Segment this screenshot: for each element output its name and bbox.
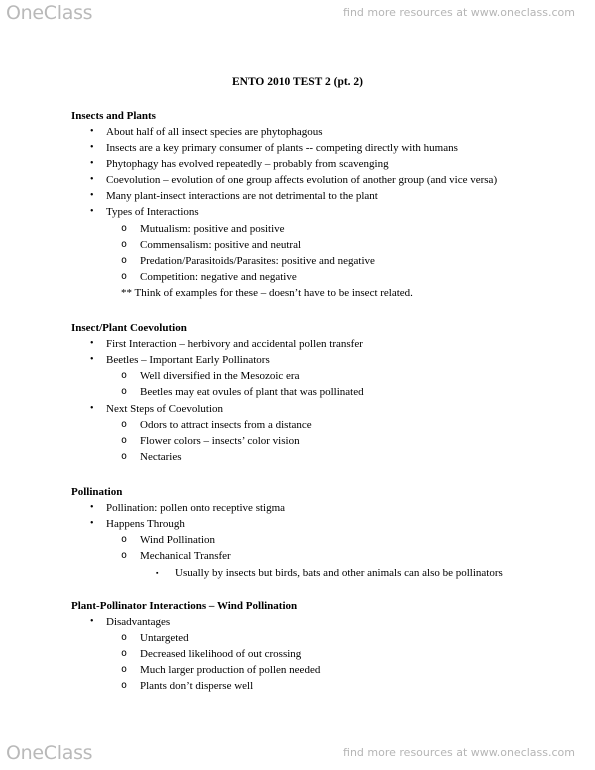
sub-sub-list-item-text: Usually by insects but birds, bats and other animals can also be pollinators: [175, 567, 503, 579]
sub-bullet-marker: o: [121, 255, 128, 266]
list-item-text: First Interaction – herbivory and accidental pollen transfer: [106, 338, 363, 350]
sub-list-item-text: Competition: negative and negative: [140, 271, 297, 283]
bullet-marker: •: [90, 158, 94, 169]
section-heading-insects-and-plants: Insects and Plants: [71, 110, 156, 122]
bullet-marker: •: [90, 126, 94, 137]
bullet-marker: •: [90, 616, 94, 627]
sub-list-item-text: Beetles may eat ovules of plant that was pollinated: [140, 386, 364, 398]
list-item-text: Pollination: pollen onto receptive stigma: [106, 502, 286, 514]
sub-bullet-marker: o: [121, 534, 128, 545]
sub-bullet-marker: o: [121, 632, 128, 643]
header-resources-link[interactable]: find more resources at www.oneclass.com: [343, 6, 575, 19]
sub-bullet-marker: o: [121, 435, 128, 446]
sub-bullet-marker: o: [121, 664, 128, 675]
bullet-marker: •: [90, 403, 94, 414]
list-item-text: Types of Interactions: [106, 206, 199, 218]
oneclass-logo[interactable]: OneClass: [6, 2, 93, 24]
sub-bullet-marker: o: [121, 370, 128, 381]
bullet-marker: •: [90, 206, 94, 217]
square-bullet-marker: ▪: [156, 569, 159, 577]
list-item-text: Disadvantages: [106, 616, 171, 628]
list-item-text: Next Steps of Coevolution: [106, 403, 224, 415]
oneclass-logo[interactable]: OneClass: [6, 742, 93, 764]
list-item-text: Coevolution – evolution of one group affects evolution of another group (and vice versa): [106, 174, 498, 186]
section-heading-pollination: Pollination: [71, 486, 123, 498]
section-heading-coevolution: Insect/Plant Coevolution: [71, 322, 187, 334]
sub-list-item-text: Wind Pollination: [140, 534, 216, 546]
sub-bullet-marker: o: [121, 239, 128, 250]
list-item-text: Phytophagy has evolved repeatedly – probably from scavenging: [106, 158, 389, 170]
sub-bullet-marker: o: [121, 550, 128, 561]
bullet-marker: •: [90, 354, 94, 365]
bullet-marker: •: [90, 502, 94, 513]
sub-list-item-text: Much larger production of pollen needed: [140, 664, 321, 676]
sub-list-item-text: Commensalism: positive and neutral: [140, 239, 302, 251]
sub-list-item-text: Predation/Parasitoids/Parasites: positive and negative: [140, 255, 375, 267]
sub-list-item-text: Well diversified in the Mesozoic era: [140, 370, 300, 382]
sub-bullet-marker: o: [121, 451, 128, 462]
list-item-text: Insects are a key primary consumer of plants -- competing directly with humans: [106, 142, 458, 154]
bullet-marker: •: [90, 338, 94, 349]
sub-list-item-text: Plants don’t disperse well: [140, 680, 254, 692]
sub-bullet-marker: o: [121, 271, 128, 282]
sub-bullet-marker: o: [121, 648, 128, 659]
bullet-marker: •: [90, 174, 94, 185]
list-item-text: Beetles – Important Early Pollinators: [106, 354, 270, 366]
section-heading-wind-pollination: Plant-Pollinator Interactions – Wind Pollination: [71, 600, 298, 612]
sub-list-item-text: Flower colors – insects’ color vision: [140, 435, 300, 447]
document-title: ENTO 2010 TEST 2 (pt. 2): [231, 76, 363, 88]
sub-bullet-marker: o: [121, 680, 128, 691]
sub-list-item-text: Nectaries: [140, 451, 182, 463]
sub-bullet-marker: o: [121, 223, 128, 234]
list-item-text: Many plant-insect interactions are not detrimental to the plant: [106, 190, 378, 202]
list-item-text: About half of all insect species are phytophagous: [106, 126, 323, 138]
sub-list-item-text: Mutualism: positive and positive: [140, 223, 285, 235]
sub-list-item-text: Mechanical Transfer: [140, 550, 231, 562]
sub-list-item-text: Decreased likelihood of out crossing: [140, 648, 302, 660]
sub-bullet-marker: o: [121, 419, 128, 430]
sub-bullet-marker: o: [121, 386, 128, 397]
bullet-marker: •: [90, 190, 94, 201]
examples-note: ** Think of examples for these – doesn’t have to be insect related.: [121, 287, 413, 299]
footer-bar: [0, 740, 595, 768]
list-item-text: Happens Through: [106, 518, 185, 530]
footer-resources-link[interactable]: find more resources at www.oneclass.com: [343, 746, 575, 759]
sub-list-item-text: Untargeted: [140, 632, 189, 644]
sub-list-item-text: Odors to attract insects from a distance: [140, 419, 312, 431]
bullet-marker: •: [90, 518, 94, 529]
bullet-marker: •: [90, 142, 94, 153]
